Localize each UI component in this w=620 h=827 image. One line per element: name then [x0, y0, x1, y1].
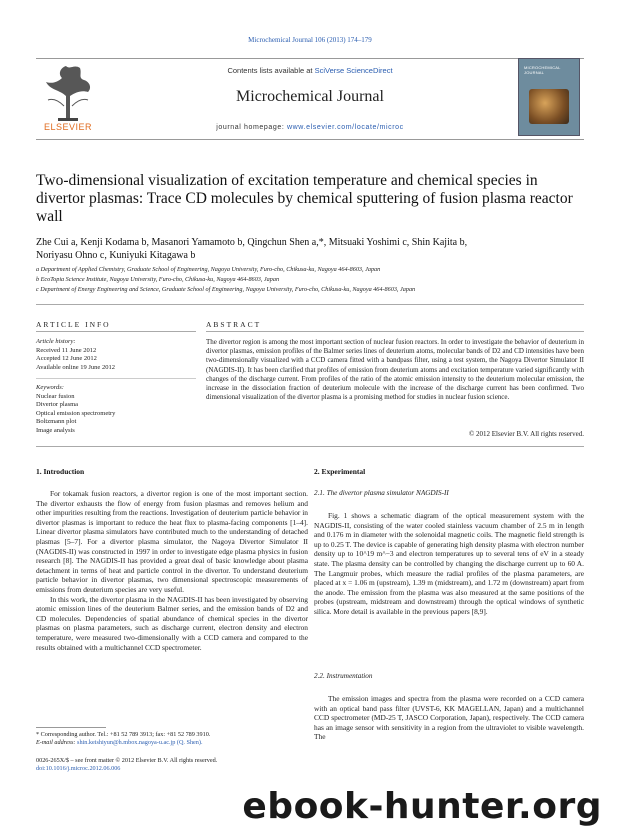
authors-line-2[interactable]: Noriyasu Ohno c, Kuniyuki Kitagawa b	[36, 250, 196, 261]
email-label: E-mail address:	[36, 739, 78, 746]
homepage-link[interactable]: www.elsevier.com/locate/microc	[286, 124, 404, 131]
issn-block	[36, 757, 308, 773]
subsection-heading-2-1: 2.1. The divertor plasma simulator NAGDIS-II	[314, 489, 449, 497]
sciencedirect-link[interactable]: SciVerse ScienceDirect	[314, 66, 393, 75]
cover-art	[529, 89, 569, 124]
journal-title: Microchemical Journal	[236, 88, 384, 105]
experimental-heading: 2. Experimental	[314, 467, 366, 476]
introduction-heading: 1. Introduction	[36, 467, 85, 476]
history-online: Available online 19 June 2012	[36, 363, 115, 371]
experimental-paragraph-2: The emission images and spectra from the plasma were recorded on a CCD camera with an optical band pass filter (UVST-6, KK MAGELLAN, Japan) and a multichannel CCD spectrometer (MD-25 T, JASCO Corporation, Japan), respectively. The CCD camera has an image sensor with sensitivity in a region from the ultraviolet to visible wavelength. The	[314, 694, 584, 742]
abstract-text: The divertor region is among the most important section of nuclear fusion reactors. In order to investigate the behavior of deuterium in divertor plasmas, emission profiles of the Balmer series lines of deuterium atoms, molecular bands of D2 and CD intensities have been two-dimensionally visualized with a CCD camera fitted with a bandpass filter, using a test system, the Nagoya Divertor Simulator II (NAGDIS-II). It has been clarified that profiles of emission from deuterium atoms and excitation temperature varied significantly with changes of the discharge current. From profiles of the ratio of the atomic emission intensity to the deuterium molecular emission, the increase in the dissociation fraction of deuterium molecule with the increase of the discharge current has been confirmed. Two dimensional visualization of the divertor plasma is a promising method for studies in nuclear fusion science.	[206, 338, 584, 402]
keyword-item: Divertor plasma	[36, 401, 79, 408]
corresponding-author-footnote	[36, 731, 308, 747]
affiliation-b: b EcoTopia Science Institute, Nagoya University, Furo-cho, Chikusa-ku, Nagoya 464-8603, Japan	[36, 276, 280, 283]
divider	[36, 331, 196, 332]
experimental-body-2	[314, 694, 584, 742]
abstract-heading: ABSTRACT	[206, 320, 262, 329]
introduction-body	[36, 489, 308, 652]
authors-line-1[interactable]: Zhe Cui a, Kenji Kodama b, Masanori Yamamoto b, Qingchun Shen a,*, Mitsuaki Yoshimi c, Shin Kajita b,	[36, 237, 468, 248]
affiliation-c: c Department of Energy Engineering and Science, Graduate School of Engineering, Nagoya University, Furo-cho, Chikusa-ku, Nagoya 464-8603, Japan	[36, 286, 416, 293]
keyword-item: Optical emission spectrometry	[36, 409, 116, 417]
subsection-heading-2-2: 2.2. Instrumentation	[314, 672, 373, 680]
experimental-body-1	[314, 511, 584, 617]
watermark: ebook-hunter.org	[242, 786, 602, 827]
cover-title: MICROCHEMICAL JOURNAL	[524, 65, 561, 75]
journal-cover-image	[518, 58, 580, 136]
divider	[206, 331, 584, 332]
issn-line: 0026-265X/$ – see front matter © 2012 Elsevier B.V. All rights reserved.	[36, 757, 218, 764]
journal-reference[interactable]: Microchemical Journal 106 (2013) 174–179	[248, 36, 372, 44]
intro-paragraph-1: For tokamak fusion reactors, a divertor region is one of the most important section. The divertor exhausts the flow of energy from fusion plasmas and removes helium and other impurities resulting from the reactions. Investigation of deuterium particle behavior in divertor plasmas is important to reduce the heat flux to plasma-facing components [1–4]. Linear divertor plasma simulators have contributed much to the understanding of detached plasmas [5–7]. For a divertor plasma simulator, the Nagoya Divertor Simulator II (NAGDIS-II) was constructed in 1997 in order to investigate edge plasma physics in fusion research [8]. The NAGDIS-II has provided a great deal of basic knowledge about plasma detachment in terms of heat and particle control in the divertor. To understand deuterium particle behavior in divertor plasmas, two dimensional spectroscopic measurements of emissions from deuterium species are very useful.	[36, 489, 308, 594]
email-link[interactable]: shin.keishiyun@h.mbox.nagoya-u.ac.jp (Q. Shen).	[77, 739, 203, 746]
keyword-item: Boltzmann plot	[36, 418, 77, 425]
intro-paragraph-2: In this work, the divertor plasma in the NAGDIS-II has been investigated by observing atomic emission lines of the deuterium Balmer series, and the emission bands of D2 and CD molecules. Dependencies of spatial abundance of chemical species in the divertor plasmas on plasma parameters, such as discharge current, electron density and electron temperature, were measured two-dimensionally with a CCD camera and compared to the results obtained with a multichannel CCD spectrometer.	[36, 594, 308, 652]
experimental-paragraph-1: Fig. 1 shows a schematic diagram of the optical measurement system with the NAGDIS-II, consisting of the water cooled stainless vacuum chamber of 2.5 m in length and 0.176 m in diameter with the solenoidal magnetic coils. The magnetic field strength is up to 0.25 T. The device is capable of generating high density plasma with electron number density up to 10^19 m^−3 and electron temperatures up to several tens of eV in a steady state. The plasma density can be controlled by changing the discharge current up to 60 A. The Langmuir probes, which measure the radial profiles of the plasma parameters, are placed at x = 1.06 m (upstream), 1.39 m (midstream), and 1.72 m (downstream) apart from the anode. The emission from the plasma was also measured at the same positions of the probes (upstream, midstream and downstream) through the optical windows of synthetic silica. More detail is available in the previous papers [8,9].	[314, 511, 584, 616]
email-line	[36, 739, 308, 747]
keywords-label: Keywords:	[36, 384, 64, 391]
doi-link[interactable]: doi:10.1016/j.microc.2012.06.006	[36, 765, 121, 772]
keyword-item: Nuclear fusion	[36, 392, 75, 400]
contents-line	[120, 66, 500, 75]
footnote-divider	[36, 727, 106, 728]
history-received: Received 11 June 2012	[36, 346, 97, 354]
article-history	[36, 338, 196, 372]
contents-prefix: Contents lists available at	[227, 66, 315, 75]
author-list	[36, 236, 584, 262]
keyword-item: Image analysis	[36, 426, 75, 434]
keywords	[36, 384, 196, 435]
divider	[36, 304, 584, 305]
corresponding-author: * Corresponding author. Tel.: +81 52 789 3913; fax: +81 52 789 3910.	[36, 731, 211, 738]
divider	[36, 378, 196, 379]
homepage-prefix: journal homepage:	[216, 124, 287, 131]
article-info-heading: ARTICLE INFO	[36, 320, 111, 329]
history-accepted: Accepted 12 June 2012	[36, 355, 97, 362]
divider	[36, 446, 584, 447]
elsevier-logo	[38, 60, 98, 132]
elsevier-wordmark: ELSEVIER	[38, 122, 98, 132]
history-label: Article history:	[36, 338, 76, 345]
article-title: Two-dimensional visualization of excitation temperature and chemical species in divertor plasmas: Trace CD molecules by chemical sputtering of fusion plasma reactor wall	[36, 172, 573, 225]
affiliation-a: a Department of Applied Chemistry, Graduate School of Engineering, Nagoya University, Furo-cho, Chikusa-ku, Nagoya 464-8603, Japan	[36, 266, 381, 273]
journal-homepage	[120, 124, 500, 131]
abstract-copyright: © 2012 Elsevier B.V. All rights reserved.	[468, 430, 584, 438]
